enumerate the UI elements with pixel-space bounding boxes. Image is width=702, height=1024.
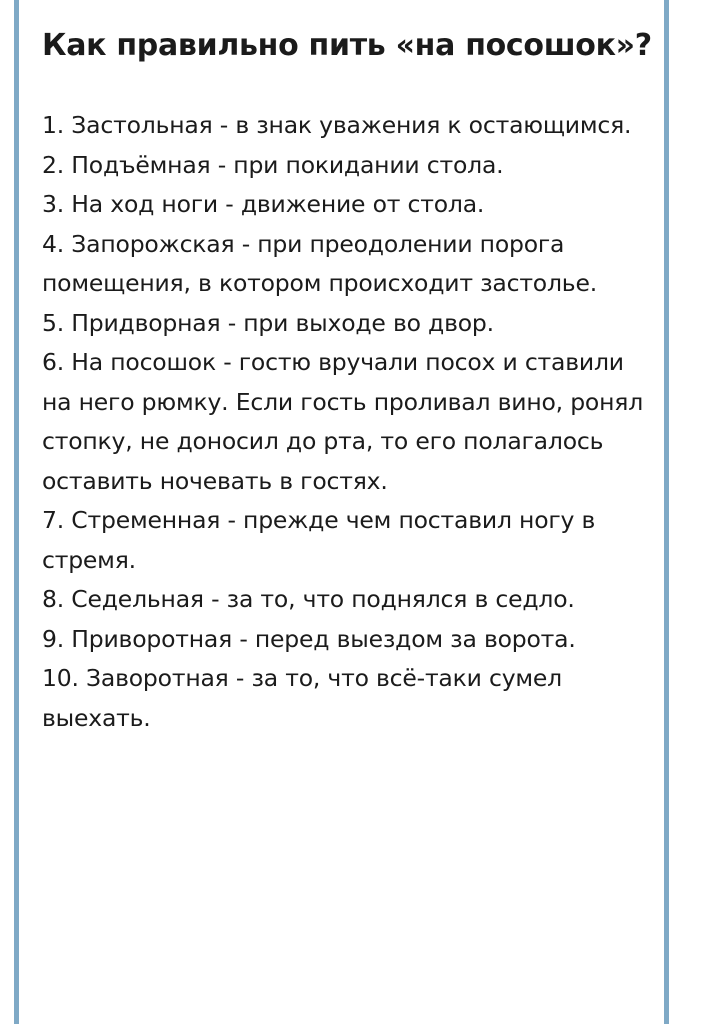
list-item: 5. Придворная - при выходе во двор. xyxy=(42,308,494,337)
list-item: 3. На ход ноги - движение от стола. xyxy=(42,190,485,218)
article-title: Как правильно пить «на посошок»? xyxy=(42,28,652,63)
list-item: 7. Стременная - прежде чем поставил ногу в стремя. xyxy=(42,506,596,574)
right-border-bar xyxy=(664,0,669,1024)
left-border-bar xyxy=(14,0,19,1024)
list-item: 10. Заворотная - за то, что всё-таки сумел выехать. xyxy=(42,664,563,732)
list-item: 9. Приворотная - перед выездом за ворота. xyxy=(42,624,576,653)
list-item: 8. Седельная - за то, что поднялся в седло. xyxy=(42,585,575,613)
list-item: 2. Подъёмная - при покидании стола. xyxy=(42,150,504,179)
toast-list xyxy=(42,106,654,738)
article-content xyxy=(42,24,654,738)
list-item: 4. Запорожская - при преодолении порога помещения, в котором происходит застолье. xyxy=(42,229,597,297)
list-item: 6. На посошок - гостю вручали посох и ставили на него рюмку. Если гость проливал вино, ронял стопку, не доносил до рта, то его полагалось оставить ночевать в гостях. xyxy=(42,348,644,495)
list-item: 1. Застольная - в знак уважения к остающимся. xyxy=(42,111,632,139)
